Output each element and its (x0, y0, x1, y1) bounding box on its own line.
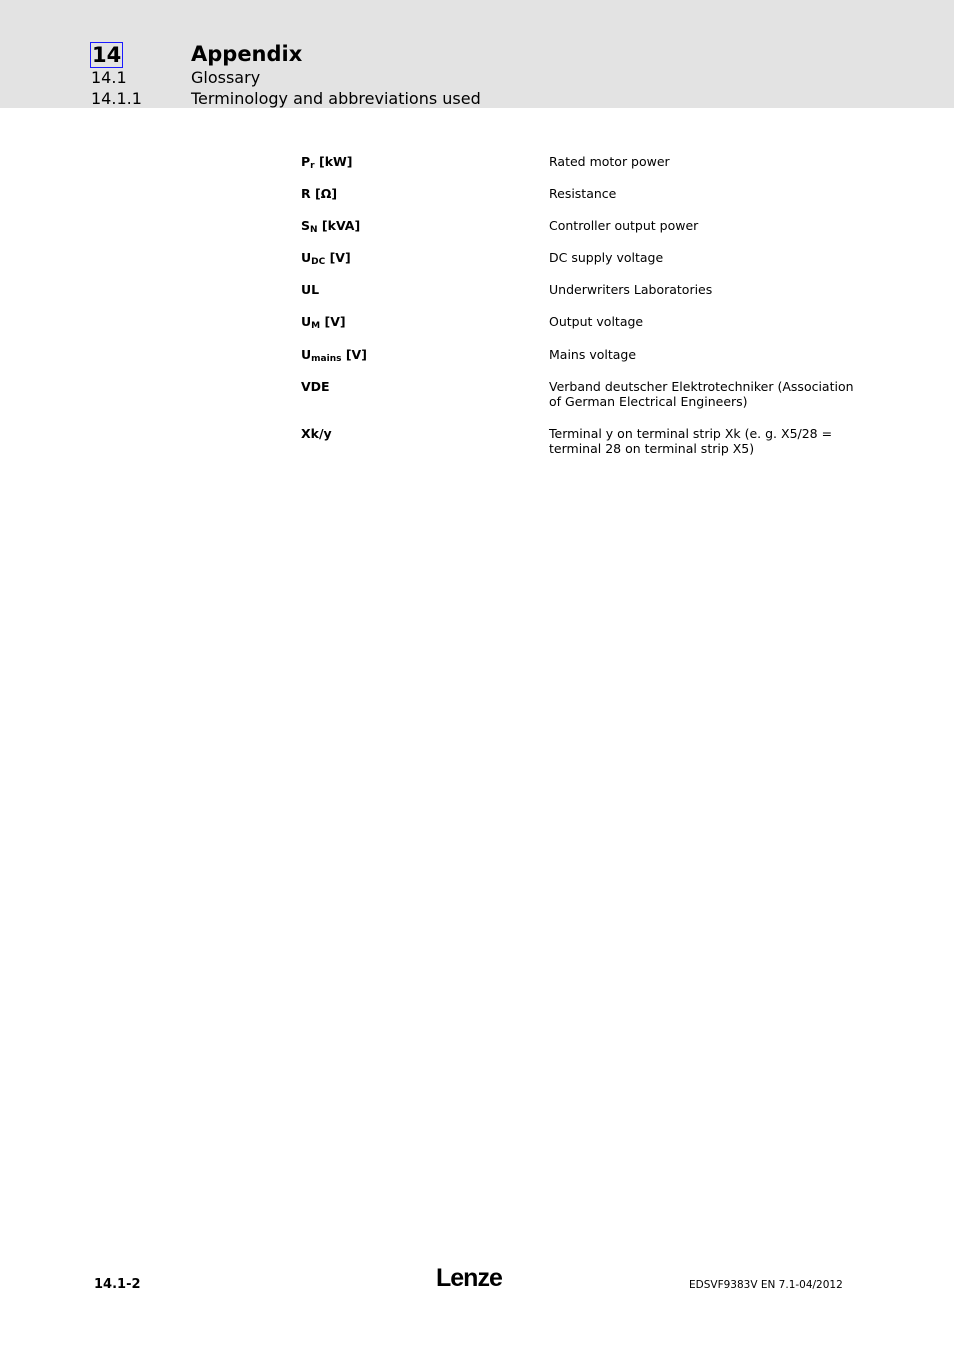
page-header (0, 0, 954, 108)
document-id: EDSVF9383V EN 7.1-04/2012 (689, 1279, 843, 1291)
glossary-definition: Rated motor power (549, 154, 670, 169)
chapter-title: Appendix (191, 42, 303, 66)
glossary-term: R [Ω] (301, 186, 338, 201)
glossary-term: $U_{mains}$ [V] (301, 347, 367, 364)
subsection-title: Terminology and abbreviations used (191, 89, 481, 108)
section-title: Glossary (191, 68, 261, 87)
section-number: 14.1 (91, 68, 127, 87)
glossary-term: UL (301, 282, 320, 297)
glossary-definition: Output voltage (549, 314, 644, 329)
glossary-definition: Verband deutscher Elektrotechniker (Association of German Electrical Engineers) (549, 379, 854, 409)
chapter-number-link[interactable]: 14 (92, 43, 122, 67)
glossary-term: $S_N$ [kVA] (301, 218, 361, 235)
glossary-term: $U_M$ [V] (301, 314, 346, 331)
glossary-definition: DC supply voltage (549, 250, 664, 265)
glossary-term: Xk/y (301, 426, 332, 441)
glossary-term: VDE (301, 379, 330, 394)
subsection-number: 14.1.1 (91, 89, 142, 108)
glossary-definition: Terminal y on terminal strip Xk (e. g. X5/28 = terminal 28 on terminal strip X5) (549, 426, 833, 456)
page-number: 14.1-2 (94, 1277, 141, 1292)
glossary-definition: Underwriters Laboratories (549, 282, 713, 297)
glossary-definition: Controller output power (549, 218, 699, 233)
glossary-term: $P_r$ [kW] (301, 154, 353, 171)
glossary-definition: Resistance (549, 186, 617, 201)
glossary-definition: Mains voltage (549, 347, 637, 362)
glossary-term: $U_{DC}$ [V] (301, 250, 351, 267)
lenze-logo: Lenze (436, 1264, 502, 1292)
